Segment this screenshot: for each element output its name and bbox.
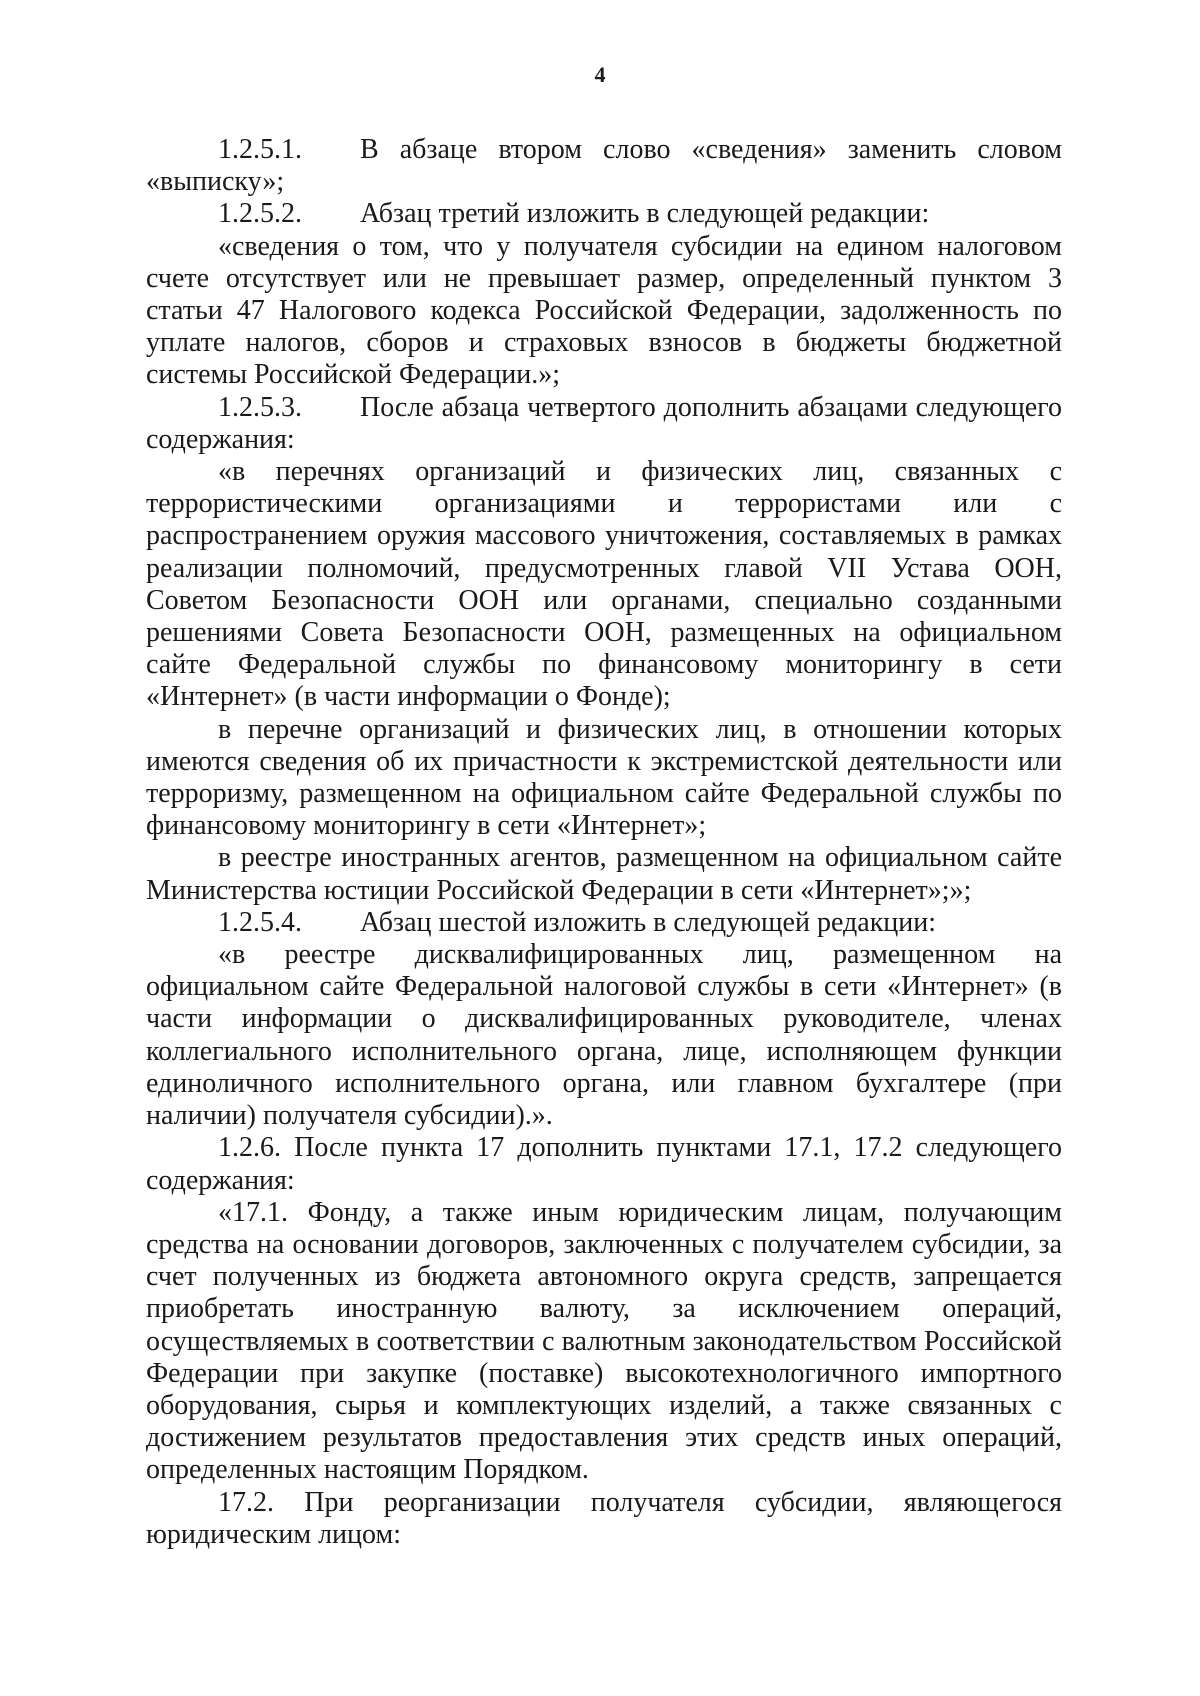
paragraph [146,907,1062,939]
page-number: 4 [594,62,606,87]
paragraph-text: в перечне организаций и физических лиц, в отношении которых имеются сведения об их причастности к экстремистской деятельности или терроризму, размещенном на официальном сайте Федеральной службы по финансовому мониторингу в сети «Интернет»; [146,713,1062,842]
clause-number: 1.2.5.1. [218,134,302,165]
paragraph-text: 1.2.6. После пункта 17 дополнить пунктами 17.1, 17.2 следующего содержания: [146,1132,1062,1196]
paragraph-text: В абзаце втором слово «сведения» заменить словом «выписку»; [146,134,1062,198]
paragraph [146,198,1062,230]
paragraph-text: Абзац третий изложить в следующей редакции: [360,198,930,230]
paragraph-text: После абзаца четвертого дополнить абзацами следующего содержания: [146,391,1062,455]
paragraph [146,1132,1062,1196]
paragraph [146,939,1062,1132]
paragraph [146,231,1062,392]
paragraph-text: «17.1. Фонду, а также иным юридическим лицам, получающим средства на основании договоров, заключенных с получателем субсидии, за счет полученных из бюджета автономного округа средств, запрещается приобретать иностранную валюту, за исключением операций, осуществляемых в соответствии с валютным законодательством Российской Федерации при закупке (поставке) высокотехнологичного импортного оборудования, сырья и комплектующих изделий, а также связанных с достижением результатов предоставления этих средств иных операций, определенных настоящим Порядком. [146,1196,1062,1486]
paragraph-text: в реестре иностранных агентов, размещенном на официальном сайте Министерства юстиции Российской Федерации в сети «Интернет»;»; [146,842,1062,906]
paragraph [146,1197,1062,1487]
paragraph [146,842,1062,906]
clause-number: 1.2.5.4. [218,906,302,938]
clause-number: 1.2.5.2. [218,198,302,230]
paragraph [146,456,1062,714]
paragraph [146,714,1062,843]
paragraph [146,134,1062,198]
paragraph [146,1487,1062,1551]
paragraph-text: 17.2. При реорганизации получателя субсидии, являющегося юридическим лицом: [146,1486,1062,1550]
paragraph-text: «сведения о том, что у получателя субсидии на едином налоговом счете отсутствует или не превышает размер, определенный пунктом 3 статьи 47 Налогового кодекса Российской Федерации, задолженность по уплате налогов, сборов и страховых взносов в бюджеты бюджетной системы Российской Федерации.»; [146,230,1062,391]
clause-number: 1.2.5.3. [218,391,302,423]
paragraph-text: «в реестре дисквалифицированных лиц, размещенном на официальном сайте Федеральной налоговой службы в сети «Интернет» (в части информации о дисквалифицированных руководителе, членах коллегиального исполнительного органа, лице, исполняющем функции единоличного исполнительного органа, или главном бухгалтере (при наличии) получателя субсидии).». [146,939,1062,1132]
paragraph-text: Абзац шестой изложить в следующей редакции: [360,906,937,938]
document-body [146,134,1062,1551]
paragraph-text: «в перечнях организаций и физических лиц, связанных с террористическими организациями и террористами или с распространением оружия массового уничтожения, составляемых в рамках реализации полномочий, предусмотренных главой VII Устава ООН, Советом Безопасности ООН или органами, специально созданными решениями Совета Безопасности ООН, размещенных на официальном сайте Федеральной службы по финансовому мониторингу в сети «Интернет» (в части информации о Фонде); [146,456,1062,713]
paragraph [146,392,1062,456]
